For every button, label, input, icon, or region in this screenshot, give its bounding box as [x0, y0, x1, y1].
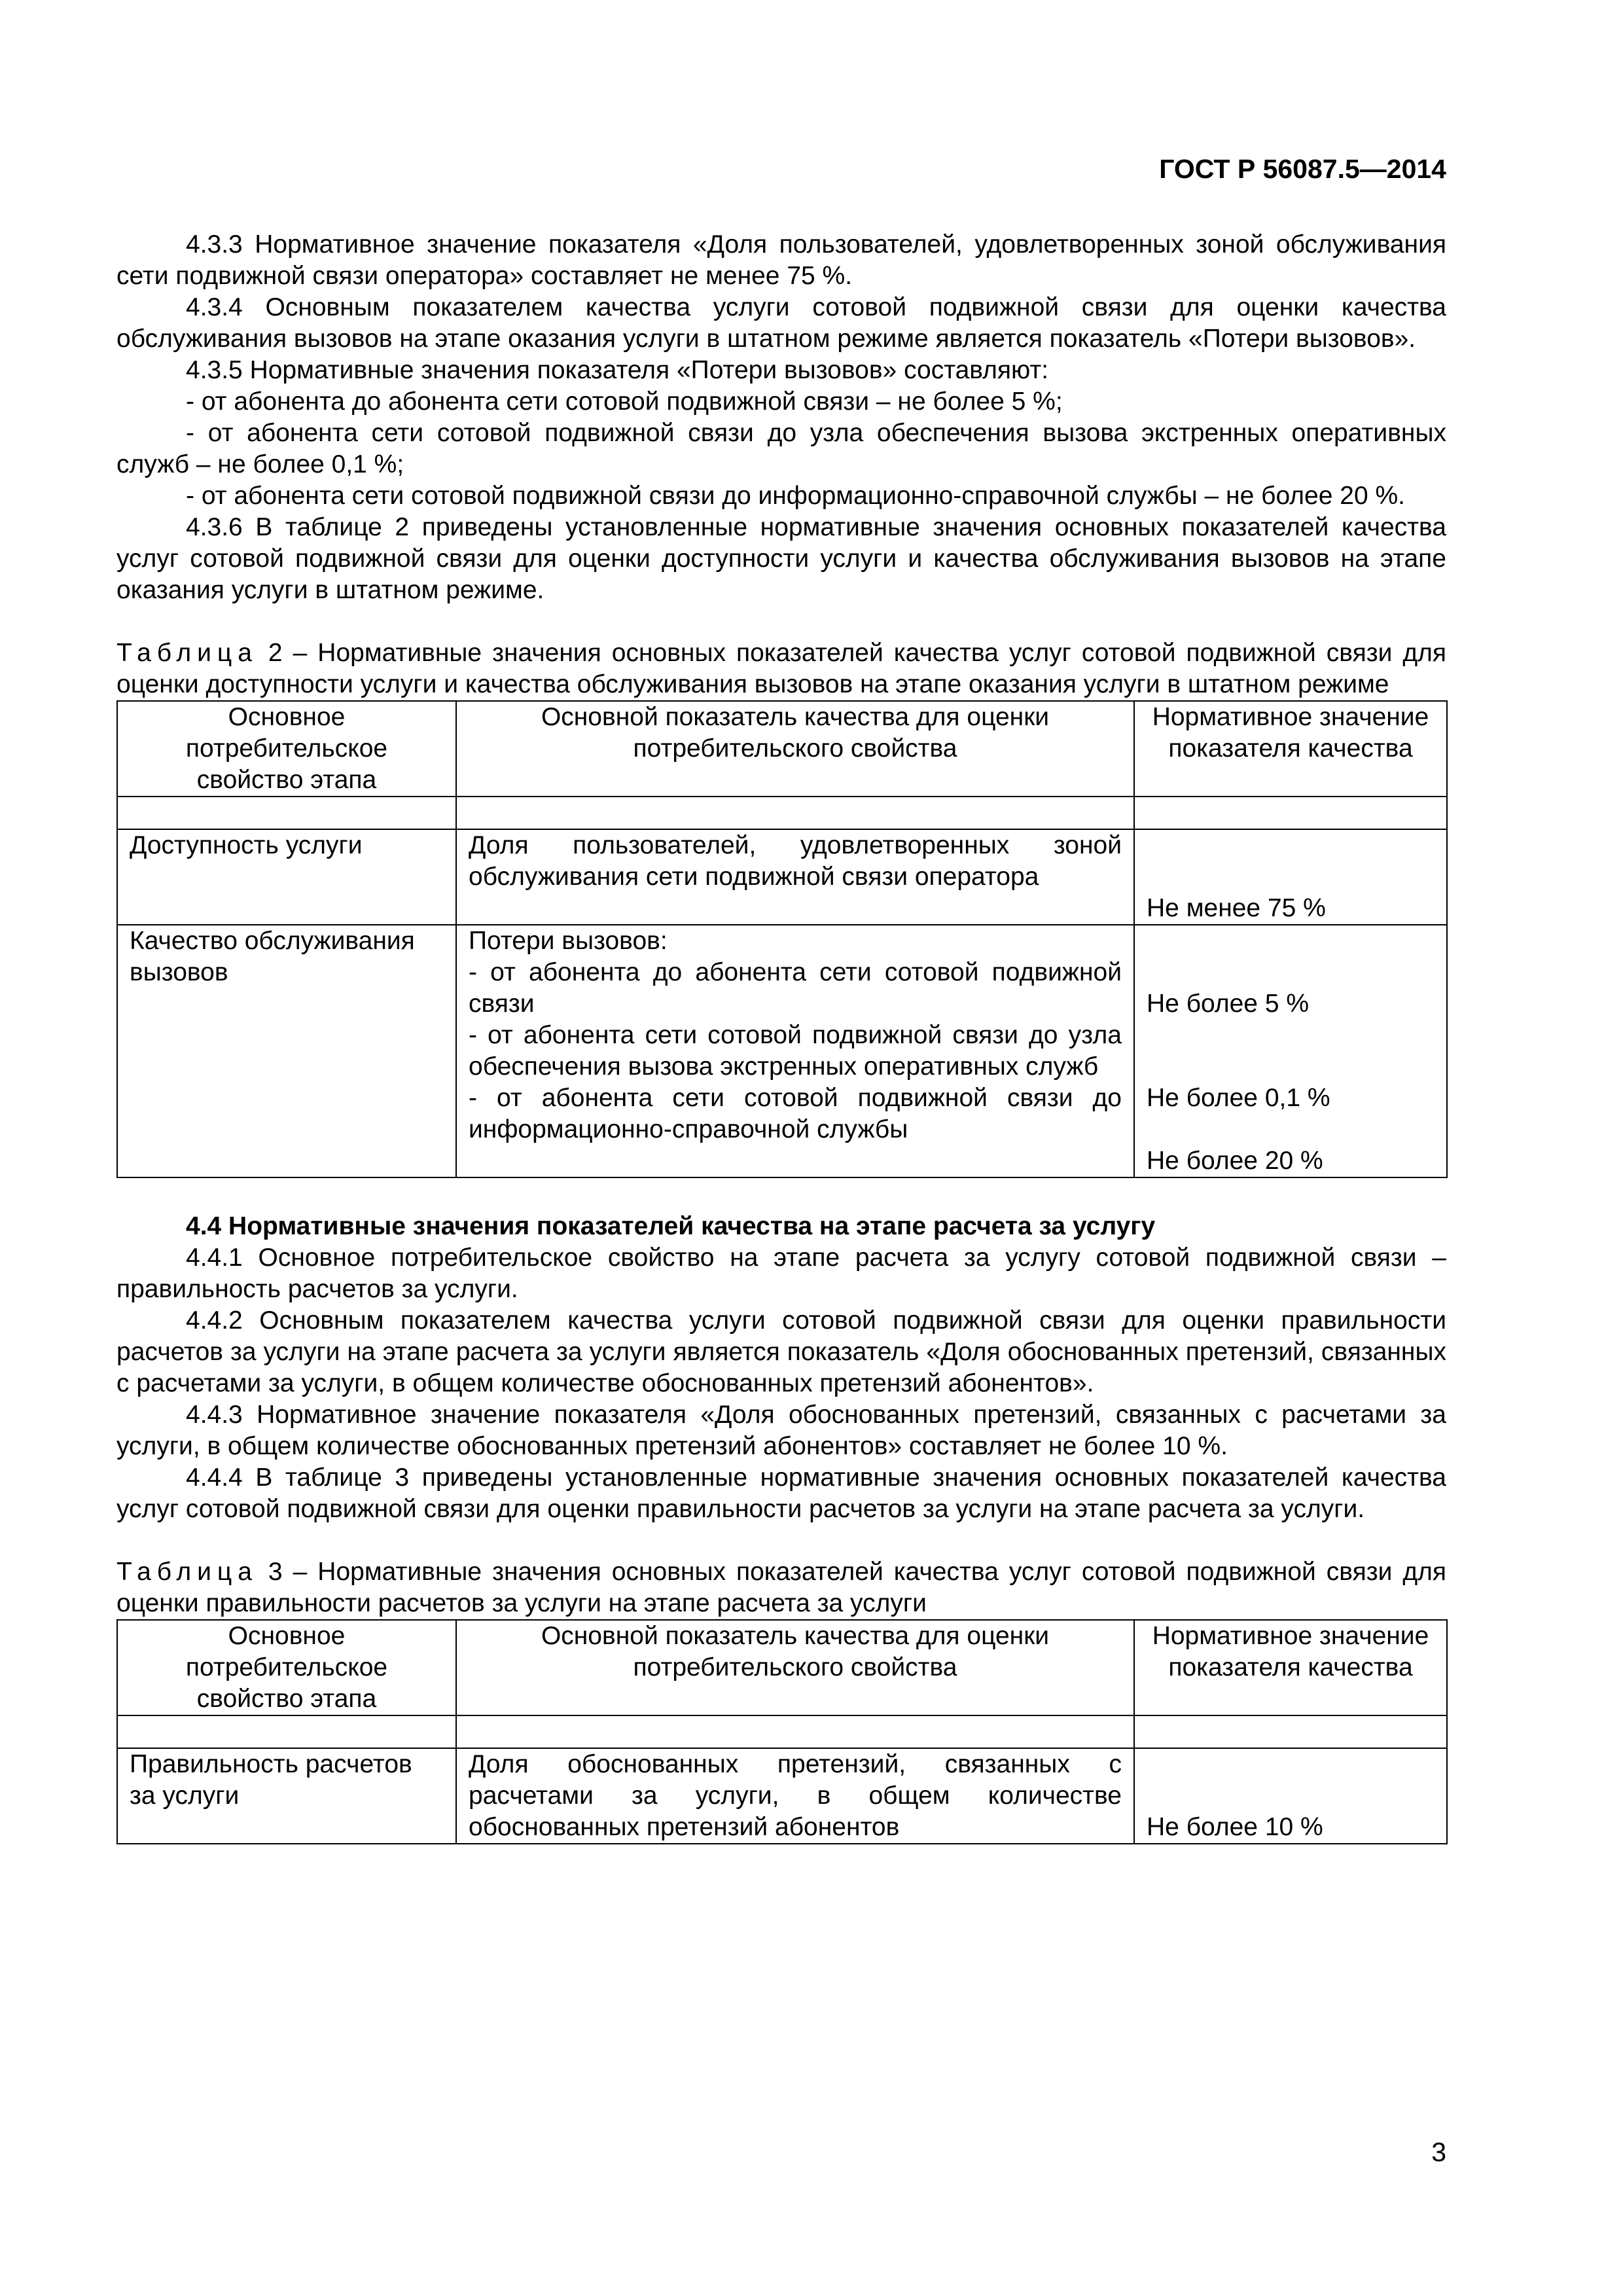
table-cell: [1134, 925, 1447, 1177]
header-cell: Основной показатель качества для оценки потребительского свойства: [456, 701, 1134, 797]
cell-line: Потери вызовов:: [469, 927, 668, 955]
table-header-row: [117, 701, 1447, 797]
paragraph: 4.4.1 Основное потребительское свойство на этапе расчета за услугу сотовой подвижной связи – правильность расчетов за услуги.: [116, 1244, 1446, 1303]
header-cell: Основное потребительское свойство этапа: [117, 1620, 456, 1715]
table-header-row: [117, 1620, 1447, 1715]
paragraph: - от абонента сети сотовой подвижной связи до информационно-справочной службы – не более 20 %.: [186, 482, 1405, 510]
page-number: 3: [1431, 2137, 1446, 2167]
table-empty-row: [117, 797, 1447, 829]
cell-line: Не более 5 %: [1147, 990, 1310, 1018]
section-4-3-paragraphs: [116, 229, 1446, 606]
table-2: [116, 700, 1448, 1178]
document-header: ГОСТ Р 56087.5—2014: [1159, 154, 1446, 184]
table-cell: [456, 925, 1134, 1177]
header-cell: Нормативное значение показателя качества: [1134, 1620, 1447, 1715]
header-cell: Нормативное значение показателя качества: [1134, 701, 1447, 797]
header-cell: Основное потребительское свойство этапа: [117, 701, 456, 797]
table-label: Таблица: [116, 1558, 258, 1586]
table-cell: Не более 10 %: [1134, 1748, 1447, 1844]
table-caption-text: 2 – Нормативные значения основных показателей качества услуг сотовой подвижной связи для оценки доступности услуги и качества обслуживания вызовов на этапе оказания услуги в штатном режиме: [116, 639, 1446, 698]
paragraph: - от абонента сети сотовой подвижной связи до узла обеспечения вызова экстренных оперативных служб – не более 0,1 %;: [116, 419, 1446, 478]
table-caption-text: 3 – Нормативные значения основных показателей качества услуг сотовой подвижной связи для оценки правильности расчетов за услуги на этапе расчета за услуги: [116, 1558, 1446, 1617]
paragraph: 4.3.3 Нормативное значение показателя «Доля пользователей, удовлетворенных зоной обслуживания сети подвижной связи оператора» составляет не менее 75 %.: [116, 230, 1446, 290]
table-cell: Не менее 75 %: [1134, 829, 1447, 925]
header-cell: Основной показатель качества для оценки потребительского свойства: [456, 1620, 1134, 1715]
table-cell: Доля пользователей, удовлетворенных зоной обслуживания сети подвижной связи оператора: [456, 829, 1134, 925]
cell-line: Не более 0,1 %: [1147, 1084, 1330, 1112]
section-4-4-title: 4.4 Нормативные значения показателей качества на этапе расчета за услугу: [186, 1212, 1156, 1240]
table-3-caption: [116, 1556, 1446, 1619]
paragraph: 4.4.3 Нормативное значение показателя «Доля обоснованных претензий, связанных с расчетами за услуги, в общем количестве обоснованных претензий абонентов» составляет не более 10 %.: [116, 1401, 1446, 1460]
cell-line: - от абонента сети сотовой подвижной связи до узла обеспечения вызова экстренных оперативных служб: [469, 1021, 1122, 1081]
table-cell: Правильность расчетов за услуги: [117, 1748, 456, 1844]
table-row: [117, 925, 1447, 1177]
table-row: [117, 1748, 1447, 1844]
paragraph: 4.3.6 В таблице 2 приведены установленные нормативные значения основных показателей качества услуг сотовой подвижной связи для оценки доступности услуги и качества обслуживания вызовов на этапе оказания услуги в штатном режиме.: [116, 513, 1446, 604]
paragraph: - от абонента до абонента сети сотовой подвижной связи – не более 5 %;: [186, 387, 1063, 416]
table-cell: Доступность услуги: [117, 829, 456, 925]
page-body: [116, 147, 1446, 1844]
cell-line: - от абонента сети сотовой подвижной связи до информационно-справочной службы: [469, 1084, 1122, 1143]
table-2-caption: [116, 637, 1446, 700]
table-cell: Качество обслуживания вызовов: [117, 925, 456, 1177]
section-4-4-paragraphs: [116, 1242, 1446, 1525]
cell-line: - от абонента до абонента сети сотовой подвижной связи: [469, 958, 1122, 1018]
paragraph: 4.4.2 Основным показателем качества услуги сотовой подвижной связи для оценки правильности расчетов за услуги на этапе расчета за услуги является показатель «Доля обоснованных претензий, связанных с расчетами за услуги, в общем количестве обоснованных претензий абонентов».: [116, 1306, 1446, 1397]
cell-line: Не более 20 %: [1147, 1147, 1323, 1175]
table-row: [117, 829, 1447, 925]
table-3: [116, 1619, 1448, 1844]
table-cell: Доля обоснованных претензий, связанных с расчетами за услуги, в общем количестве обоснованных претензий абонентов: [456, 1748, 1134, 1844]
paragraph: 4.3.5 Нормативные значения показателя «Потери вызовов» составляют:: [186, 356, 1049, 384]
paragraph: 4.4.4 В таблице 3 приведены установленные нормативные значения основных показателей качества услуг сотовой подвижной связи для оценки правильности расчетов за услуги на этапе расчета за услуги.: [116, 1463, 1446, 1523]
table-empty-row: [117, 1715, 1447, 1748]
table-label: Таблица: [116, 639, 258, 667]
paragraph: 4.3.4 Основным показателем качества услуги сотовой подвижной связи для оценки качества обслуживания вызовов на этапе оказания услуги в штатном режиме является показатель «Потери вызовов».: [116, 293, 1446, 353]
